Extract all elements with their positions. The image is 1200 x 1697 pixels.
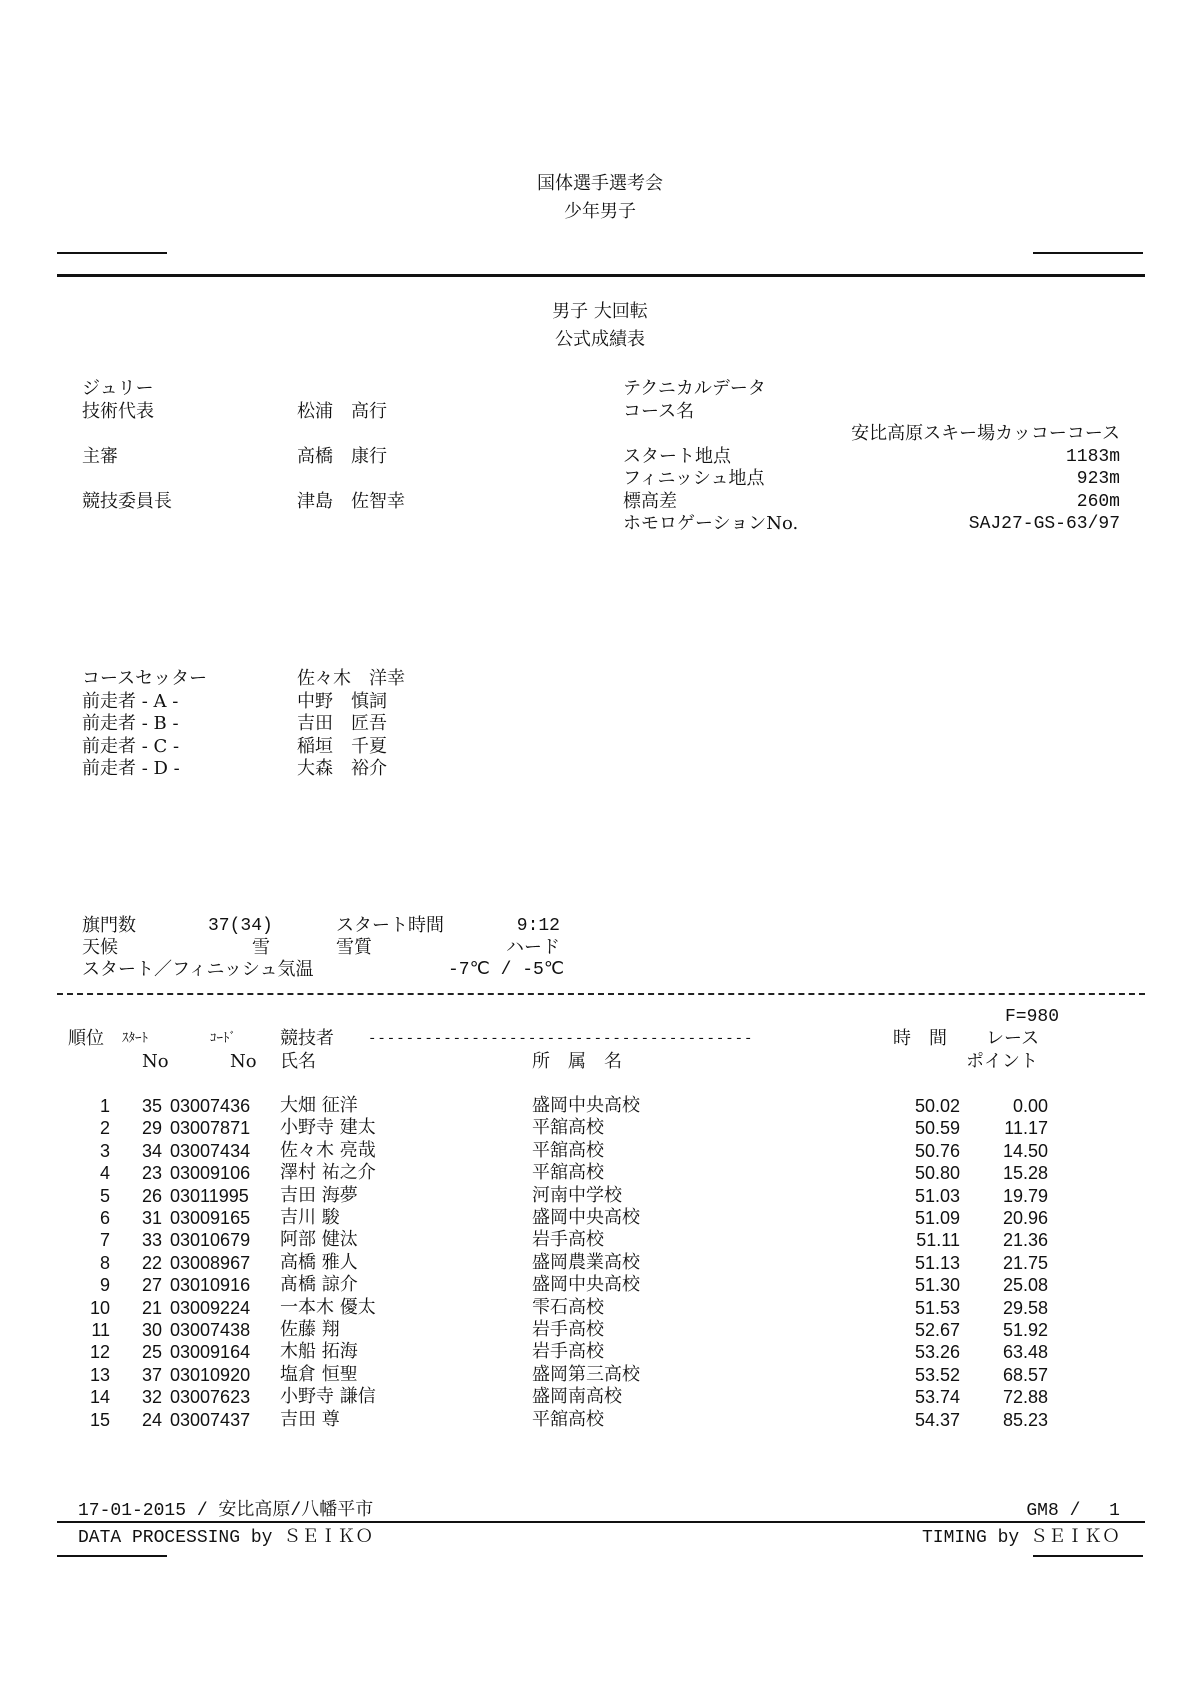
forerunner-name: 吉田 匠吾: [297, 713, 387, 734]
bib-cell: 35: [142, 1096, 163, 1116]
athlete-name-cell: 吉田 尊: [280, 1409, 340, 1430]
bib-cell: 27: [142, 1275, 163, 1295]
code-cell: 03008967: [170, 1253, 251, 1273]
points-cell: 15.28: [1002, 1163, 1048, 1183]
points-cell: 68.57: [1002, 1365, 1048, 1385]
course-label: コース名: [623, 401, 695, 422]
table-row: [0, 1207, 1200, 1229]
vertical-drop-value: 260m: [1076, 492, 1120, 512]
jury-name: 高橋 康行: [297, 446, 387, 467]
table-row: [0, 1185, 1200, 1207]
header-dashes: -----------------------------------------: [368, 1031, 754, 1047]
time-cell: 52.67: [914, 1320, 960, 1340]
rank-cell: 5: [99, 1186, 110, 1206]
rank-cell: 9: [99, 1275, 110, 1295]
affiliation-cell: 雫石高校: [532, 1297, 604, 1318]
col-start-header: ｽﾀｰﾄ: [122, 1031, 148, 1046]
code-cell: 03009224: [170, 1298, 251, 1318]
finish-altitude-label: フィニッシュ地点: [623, 468, 765, 489]
bib-cell: 34: [142, 1141, 163, 1161]
vertical-drop-label: 標高差: [623, 491, 677, 512]
points-cell: 19.79: [1002, 1186, 1048, 1206]
setter-name: 佐々木 洋幸: [297, 668, 405, 689]
start-altitude-label: スタート地点: [623, 446, 731, 467]
athlete-name-cell: 吉田 海夢: [280, 1185, 358, 1206]
jury-heading: ジュリー: [82, 378, 154, 399]
race-discipline: 男子 大回転: [552, 301, 648, 322]
code-cell: 03007437: [170, 1410, 251, 1430]
affiliation-cell: 岩手高校: [532, 1319, 604, 1340]
table-row: [0, 1162, 1200, 1184]
rank-cell: 11: [91, 1320, 110, 1340]
col-points-header: レース: [986, 1028, 1040, 1049]
athlete-name-cell: 小野寺 謙信: [280, 1386, 376, 1407]
col-points-subheader: ポイント: [966, 1051, 1038, 1072]
f-value: F=980: [1005, 1007, 1060, 1027]
affiliation-cell: 盛岡中央高校: [532, 1095, 640, 1116]
bib-cell: 26: [142, 1186, 163, 1206]
col-time-header: 時 間: [893, 1028, 947, 1049]
table-row: [0, 1252, 1200, 1274]
code-cell: 03007438: [170, 1320, 251, 1340]
bib-cell: 29: [142, 1118, 163, 1138]
bib-cell: 33: [142, 1230, 163, 1250]
athlete-name-cell: 塩倉 恒聖: [280, 1364, 358, 1385]
points-cell: 21.36: [1002, 1230, 1048, 1250]
col-name-header: 氏名: [280, 1051, 316, 1072]
table-row: [0, 1274, 1200, 1296]
finish-altitude-value: 923m: [1076, 469, 1120, 489]
rank-cell: 13: [89, 1365, 110, 1385]
footer-rule-left: [57, 1555, 167, 1557]
athlete-name-cell: 吉川 駿: [280, 1207, 340, 1228]
affiliation-cell: 河南中学校: [532, 1185, 622, 1206]
jury-name: 松浦 高行: [297, 401, 387, 422]
time-cell: 51.03: [914, 1186, 960, 1206]
col-athlete-header: 競技者: [280, 1028, 334, 1049]
forerunner-role: 前走者 - B -: [82, 713, 179, 734]
course-name: 安比高原スキー場カッコーコース: [851, 423, 1120, 444]
points-cell: 25.08: [1002, 1275, 1048, 1295]
bib-cell: 32: [142, 1387, 163, 1407]
time-cell: 51.09: [914, 1208, 960, 1228]
rank-cell: 8: [99, 1253, 110, 1273]
snow-label: 雪質: [336, 937, 372, 958]
homologation-label: ホモロゲーションNo.: [623, 513, 799, 534]
points-cell: 0.00: [1012, 1096, 1048, 1116]
start-time-value: 9:12: [516, 916, 560, 936]
athlete-name-cell: 大畑 征洋: [280, 1095, 358, 1116]
affiliation-cell: 平舘高校: [532, 1140, 604, 1161]
table-row: [0, 1229, 1200, 1251]
affiliation-cell: 盛岡中央高校: [532, 1207, 640, 1228]
time-cell: 53.52: [914, 1365, 960, 1385]
athlete-name-cell: 髙橋 諒介: [280, 1274, 358, 1295]
footer-timing: TIMING by ＳＥＩＫＯ: [921, 1528, 1120, 1548]
rank-cell: 14: [89, 1387, 110, 1407]
points-cell: 72.88: [1002, 1387, 1048, 1407]
col-start-no-header: No: [142, 1051, 169, 1072]
forerunner-name: 中野 慎詞: [297, 691, 387, 712]
footer-rule-right: [1033, 1555, 1143, 1557]
header-rule-main: [57, 274, 1145, 277]
rank-cell: 2: [99, 1118, 110, 1138]
affiliation-cell: 平舘高校: [532, 1162, 604, 1183]
bib-cell: 24: [142, 1410, 163, 1430]
affiliation-cell: 平舘高校: [532, 1117, 604, 1138]
affiliation-cell: 盛岡農業高校: [532, 1252, 640, 1273]
temperature-value: -7℃ / -5℃: [448, 960, 565, 980]
technical-heading: テクニカルデータ: [623, 378, 766, 399]
race-doc-type: 公式成績表: [555, 329, 645, 350]
bib-cell: 23: [142, 1163, 163, 1183]
event-title: 国体選手選考会: [537, 173, 663, 194]
code-cell: 03010916: [170, 1275, 251, 1295]
rank-cell: 10: [89, 1298, 110, 1318]
points-cell: 14.50: [1002, 1141, 1048, 1161]
table-row: [0, 1341, 1200, 1363]
rank-cell: 3: [99, 1141, 110, 1161]
snow-value: ハード: [506, 937, 560, 958]
setter-role: コースセッター: [82, 668, 208, 689]
footer-rule-main: [57, 1521, 1145, 1523]
code-cell: 03007436: [170, 1096, 251, 1116]
homologation-value: SAJ27-GS-63/97: [968, 514, 1120, 534]
col-affiliation-header: 所 属 名: [532, 1051, 622, 1072]
time-cell: 51.13: [914, 1253, 960, 1273]
code-cell: 03007623: [170, 1387, 251, 1407]
jury-role: 技術代表: [82, 401, 154, 422]
code-cell: 03007434: [170, 1141, 251, 1161]
rank-cell: 1: [99, 1096, 110, 1116]
bib-cell: 30: [142, 1320, 163, 1340]
code-cell: 03011995: [170, 1186, 249, 1206]
section-divider: [57, 993, 1145, 995]
time-cell: 50.02: [914, 1096, 960, 1116]
event-category: 少年男子: [564, 201, 636, 222]
code-cell: 03009106: [170, 1163, 251, 1183]
athlete-name-cell: 小野寺 建太: [280, 1117, 376, 1138]
points-cell: 51.92: [1002, 1320, 1048, 1340]
time-cell: 51.11: [916, 1230, 960, 1250]
forerunner-name: 大森 裕介: [297, 758, 387, 779]
jury-name: 津島 佐智幸: [297, 491, 405, 512]
start-altitude-value: 1183m: [1065, 447, 1120, 467]
bib-cell: 31: [142, 1208, 163, 1228]
athlete-name-cell: 佐々木 亮哉: [280, 1140, 376, 1161]
rank-cell: 6: [99, 1208, 110, 1228]
temperature-label: スタート／フィニッシュ気温: [82, 959, 314, 980]
forerunner-role: 前走者 - C -: [82, 736, 180, 757]
table-row: [0, 1095, 1200, 1117]
affiliation-cell: 岩手高校: [532, 1229, 604, 1250]
points-cell: 20.96: [1002, 1208, 1048, 1228]
gates-value: 37(34): [208, 916, 273, 936]
header-rule-left: [57, 252, 167, 254]
code-cell: 03009164: [170, 1342, 251, 1362]
forerunner-role: 前走者 - A -: [82, 691, 179, 712]
time-cell: 51.30: [914, 1275, 960, 1295]
table-row: [0, 1409, 1200, 1431]
athlete-name-cell: 阿部 健汰: [280, 1229, 358, 1250]
time-cell: 50.76: [914, 1141, 960, 1161]
affiliation-cell: 平舘高校: [532, 1409, 604, 1430]
forerunner-name: 稲垣 千夏: [297, 736, 387, 757]
affiliation-cell: 盛岡第三高校: [532, 1364, 640, 1385]
points-cell: 11.17: [1004, 1118, 1048, 1138]
rank-cell: 7: [99, 1230, 110, 1250]
bib-cell: 22: [142, 1253, 163, 1273]
bib-cell: 37: [142, 1365, 163, 1385]
gates-label: 旗門数: [82, 915, 136, 936]
bib-cell: 21: [142, 1298, 163, 1318]
footer-page: GM8 / 1: [1026, 1501, 1120, 1521]
jury-role: 主審: [82, 446, 118, 467]
footer-date-place: 17-01-2015 / 安比高原/八幡平市: [78, 1501, 374, 1521]
time-cell: 51.53: [914, 1298, 960, 1318]
athlete-name-cell: 澤村 祐之介: [280, 1162, 376, 1183]
time-cell: 50.59: [914, 1118, 960, 1138]
header-rule-right: [1033, 252, 1143, 254]
points-cell: 29.58: [1002, 1298, 1048, 1318]
col-rank-header: 順位: [68, 1028, 104, 1049]
time-cell: 50.80: [914, 1163, 960, 1183]
code-cell: 03007871: [170, 1118, 251, 1138]
code-cell: 03010679: [170, 1230, 251, 1250]
col-code-header: ｺｰﾄﾞ: [210, 1031, 236, 1046]
table-row: [0, 1140, 1200, 1162]
table-row: [0, 1297, 1200, 1319]
table-row: [0, 1364, 1200, 1386]
table-row: [0, 1386, 1200, 1408]
rank-cell: 12: [89, 1342, 110, 1362]
time-cell: 53.26: [914, 1342, 960, 1362]
rank-cell: 15: [89, 1410, 110, 1430]
table-row: [0, 1319, 1200, 1341]
affiliation-cell: 岩手高校: [532, 1341, 604, 1362]
weather-label: 天候: [82, 937, 118, 958]
table-row: [0, 1117, 1200, 1139]
time-cell: 53.74: [914, 1387, 960, 1407]
jury-role: 競技委員長: [82, 491, 172, 512]
affiliation-cell: 盛岡中央高校: [532, 1274, 640, 1295]
rank-cell: 4: [99, 1163, 110, 1183]
affiliation-cell: 盛岡南高校: [532, 1386, 622, 1407]
code-cell: 03009165: [170, 1208, 251, 1228]
forerunner-role: 前走者 - D -: [82, 758, 180, 779]
points-cell: 63.48: [1002, 1342, 1048, 1362]
code-cell: 03010920: [170, 1365, 251, 1385]
col-code-no-header: No: [230, 1051, 257, 1072]
bib-cell: 25: [142, 1342, 163, 1362]
time-cell: 54.37: [914, 1410, 960, 1430]
weather-value: 雪: [252, 937, 270, 958]
athlete-name-cell: 佐藤 翔: [280, 1319, 340, 1340]
footer-data-processing: DATA PROCESSING by ＳＥＩＫＯ: [78, 1528, 374, 1548]
start-time-label: スタート時間: [336, 915, 444, 936]
points-cell: 85.23: [1002, 1410, 1048, 1430]
athlete-name-cell: 一本木 優太: [280, 1297, 376, 1318]
points-cell: 21.75: [1002, 1253, 1048, 1273]
athlete-name-cell: 木船 拓海: [280, 1341, 358, 1362]
athlete-name-cell: 高橋 雅人: [280, 1252, 358, 1273]
